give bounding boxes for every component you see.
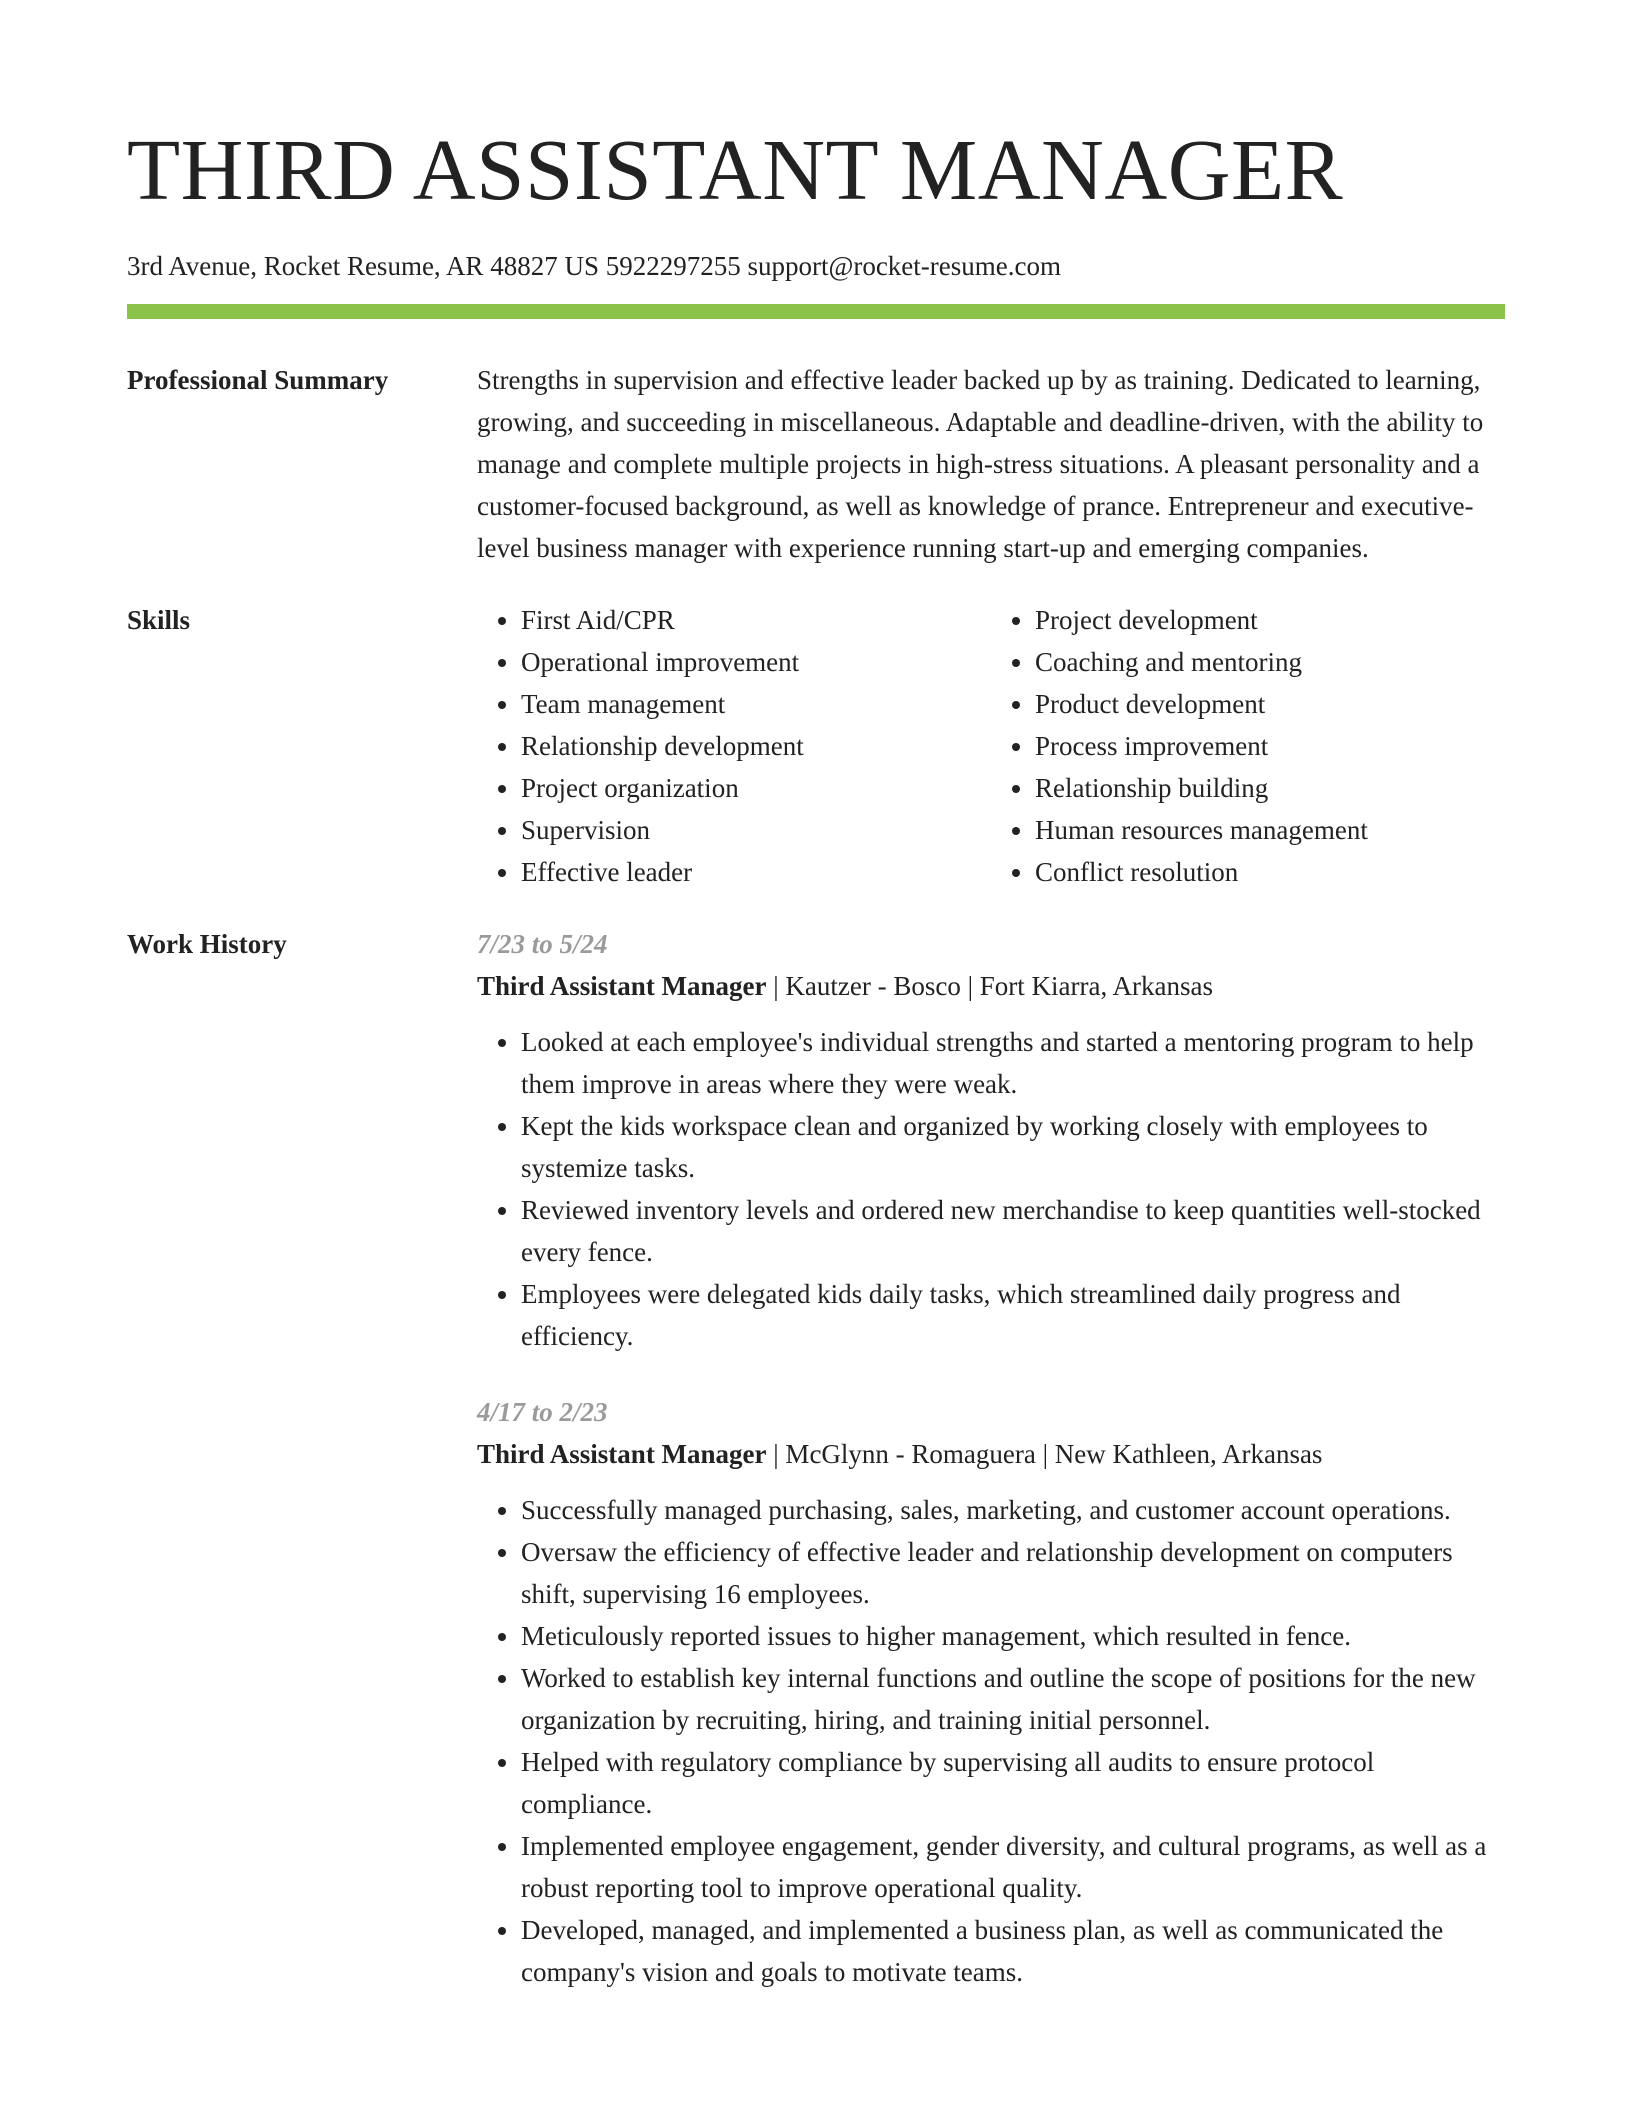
job-entry (477, 1391, 1505, 1993)
work-history-body (477, 923, 1505, 2027)
contact-line: 3rd Avenue, Rocket Resume, AR 48827 US 5922297255 support@rocket-resume.com (127, 251, 1061, 281)
summary-body (477, 359, 1505, 569)
job-bullet: • Oversaw the efficiency of effective leader and relationship development on computers shift, supervising 16 employees. (521, 1531, 1505, 1615)
skills-column-right (991, 599, 1505, 893)
job-details: | Kautzer - Bosco | Fort Kiarra, Arkansas (766, 971, 1213, 1001)
summary-heading: Professional Summary (127, 365, 389, 395)
job-details: | McGlynn - Romaguera | New Kathleen, Arkansas (766, 1439, 1323, 1469)
header-divider (127, 304, 1505, 319)
skill-item: • Project organization (521, 767, 991, 809)
job-bullet: • Helped with regulatory compliance by supervising all audits to ensure protocol compliance. (521, 1741, 1505, 1825)
job-bullet: • Employees were delegated kids daily tasks, which streamlined daily progress and efficiency. (521, 1273, 1505, 1357)
skills-body (477, 599, 1505, 893)
job-dates: 4/17 to 2/23 (477, 1397, 608, 1427)
summary-section (127, 359, 1505, 569)
job-title: Third Assistant Manager (477, 1439, 767, 1469)
skills-heading: Skills (127, 605, 191, 635)
job-bullet: • Reviewed inventory levels and ordered new merchandise to keep quantities well-stocked every fence. (521, 1189, 1505, 1273)
skill-item: • Relationship building (1035, 767, 1505, 809)
job-title: Third Assistant Manager (477, 971, 767, 1001)
job-dates: 7/23 to 5/24 (477, 929, 608, 959)
skill-item: • Human resources management (1035, 809, 1505, 851)
skill-item: • Operational improvement (521, 641, 991, 683)
skill-item: • Relationship development (521, 725, 991, 767)
summary-text: Strengths in supervision and effective leader backed up by as training. Dedicated to learning, growing, and succeeding in miscellaneous. Adaptable and deadline-driven, with the ability to manage and complete multiple projects in high-stress situations. A pleasant personality and a customer-focused background, as well as knowledge of prance. Entrepreneur and executive-level business manager with experience running start-up and emerging companies. (477, 365, 1484, 563)
job-title-line (477, 965, 1505, 1007)
job-bullet: • Developed, managed, and implemented a business plan, as well as communicated the company's vision and goals to motivate teams. (521, 1909, 1505, 1993)
skill-item: • Product development (1035, 683, 1505, 725)
skills-column-left (477, 599, 991, 893)
resume-name: THIRD ASSISTANT MANAGER (127, 121, 1344, 218)
skill-item: • Supervision (521, 809, 991, 851)
job-bullets (477, 1021, 1505, 1357)
skill-item: • Project development (1035, 599, 1505, 641)
job-bullet: • Worked to establish key internal functions and outline the scope of positions for the new organization by recruiting, hiring, and training initial personnel. (521, 1657, 1505, 1741)
job-bullet: • Looked at each employee's individual strengths and started a mentoring program to help them improve in areas where they were weak. (521, 1021, 1505, 1105)
skill-item: • Coaching and mentoring (1035, 641, 1505, 683)
skills-section (127, 599, 1505, 893)
job-entry (477, 923, 1505, 1357)
skill-item: • Conflict resolution (1035, 851, 1505, 893)
skill-item: • First Aid/CPR (521, 599, 991, 641)
work-history-heading: Work History (127, 929, 287, 959)
job-bullet: • Kept the kids workspace clean and organized by working closely with employees to systemize tasks. (521, 1105, 1505, 1189)
skill-item: • Team management (521, 683, 991, 725)
job-bullet: • Meticulously reported issues to higher management, which resulted in fence. (521, 1615, 1505, 1657)
skill-item: • Process improvement (1035, 725, 1505, 767)
job-bullets (477, 1489, 1505, 1993)
job-bullet: • Implemented employee engagement, gender diversity, and cultural programs, as well as a robust reporting tool to improve operational quality. (521, 1825, 1505, 1909)
job-bullet: • Successfully managed purchasing, sales, marketing, and customer account operations. (521, 1489, 1505, 1531)
work-history-section (127, 923, 1505, 2027)
skill-item: • Effective leader (521, 851, 991, 893)
job-title-line (477, 1433, 1505, 1475)
skills-grid (477, 599, 1505, 893)
